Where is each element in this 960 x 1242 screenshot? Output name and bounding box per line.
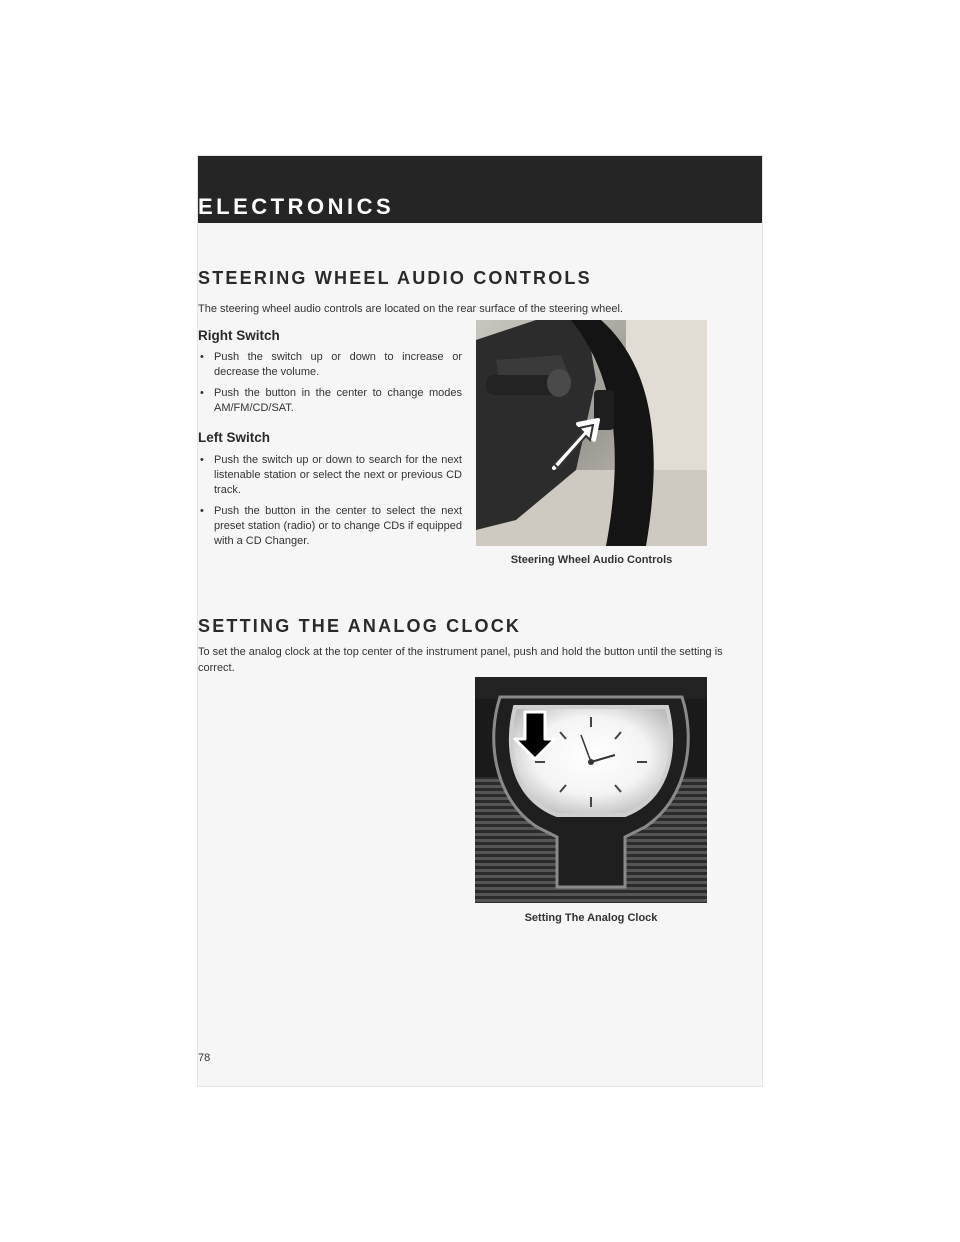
page-number: 78 [198,1052,211,1064]
list-item: • Push the button in the center to select the next preset station (radio) or to change CDs if equipped with a CD Changer. [198,504,462,549]
list-item: • Push the switch up or down to search for the next listenable station or select the next or previous CD track. [198,453,462,498]
steering-image-caption: Steering Wheel Audio Controls [510,554,673,566]
left-switch-list [198,453,462,555]
left-switch-heading: Left Switch [198,430,271,445]
right-switch-heading: Right Switch [198,328,280,343]
clock-heading: SETTING THE ANALOG CLOCK [198,616,522,636]
section-header-band [198,156,762,223]
list-item: • Push the switch up or down to increase or decrease the volume. [198,350,462,380]
clock-image-caption: Setting The Analog Clock [524,912,658,924]
section-title: ELECTRONICS [198,194,395,219]
steering-controls-heading: STEERING WHEEL AUDIO CONTROLS [198,268,592,288]
analog-clock-photo [475,677,707,903]
right-switch-list [198,350,462,422]
list-item: • Push the button in the center to change modes AM/FM/CD/SAT. [198,386,462,416]
clock-intro: To set the analog clock at the top center of the instrument panel, push and hold the button until the setting is correct. [198,646,723,674]
steering-wheel-photo [476,320,707,546]
steering-controls-intro: The steering wheel audio controls are located on the rear surface of the steering wheel. [198,303,623,315]
manual-page [198,156,762,1086]
